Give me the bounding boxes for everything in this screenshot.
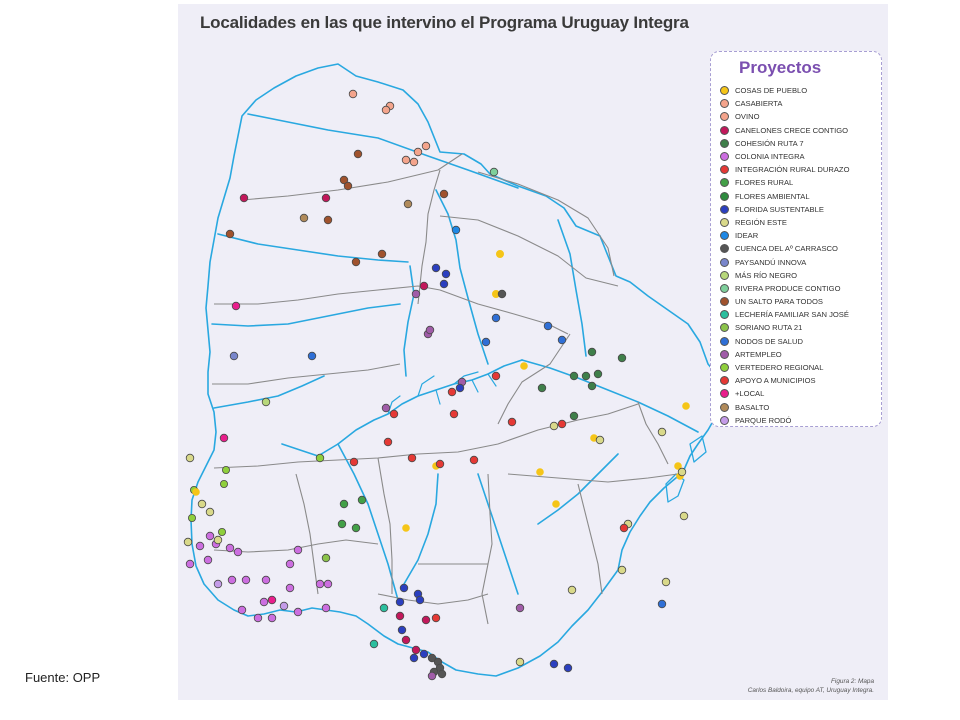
marker-casabierta <box>410 158 418 166</box>
marker-region-este <box>198 500 206 508</box>
legend-item <box>720 216 849 229</box>
marker-florida <box>410 654 418 662</box>
legend-item <box>720 97 849 110</box>
river-s3 <box>478 474 518 594</box>
legend-item <box>720 190 849 203</box>
marker-canelones <box>396 612 404 620</box>
marker-colonia <box>196 542 204 550</box>
marker-colonia <box>286 584 294 592</box>
marker-un-salto <box>226 230 234 238</box>
marker-mas-rio-negro <box>262 398 270 406</box>
marker-integracion <box>432 614 440 622</box>
marker-florida <box>416 596 424 604</box>
rio-negro-arms <box>388 372 496 414</box>
marker-region-este <box>678 468 686 476</box>
marker-colonia <box>228 576 236 584</box>
legend-item <box>720 335 849 348</box>
marker-integracion <box>508 418 516 426</box>
marker-nodos <box>544 322 552 330</box>
marker-cosas <box>496 250 503 257</box>
legend-item-label: COSAS DE PUEBLO <box>735 86 808 96</box>
legend-item <box>720 163 849 176</box>
marker-colonia <box>286 560 294 568</box>
marker-cohesion <box>570 412 578 420</box>
legend-item-label: ARTEMPLEO <box>735 349 782 359</box>
marker-region-este <box>206 508 214 516</box>
legend-color-dot <box>720 284 729 293</box>
marker-paysandu <box>230 352 238 360</box>
marker-colonia <box>268 614 276 622</box>
marker-plus-local <box>220 434 228 442</box>
river-e3 <box>538 454 618 524</box>
legend-color-dot <box>720 416 729 425</box>
marker-colonia <box>322 604 330 612</box>
legend-color-dot <box>720 126 729 135</box>
marker-florida <box>442 270 450 278</box>
legend-color-dot <box>720 165 729 174</box>
legend-item <box>720 308 849 321</box>
marker-un-salto <box>324 216 332 224</box>
marker-un-salto <box>378 250 386 258</box>
marker-parque-rodo <box>280 602 288 610</box>
lagoon-mirim <box>690 436 706 462</box>
legend-color-dot <box>720 192 729 201</box>
marker-region-este <box>214 536 222 544</box>
marker-artempleo <box>382 404 390 412</box>
project-markers <box>184 90 689 680</box>
marker-florida <box>420 650 428 658</box>
marker-artempleo <box>412 290 420 298</box>
marker-region-este <box>658 428 666 436</box>
legend-item-label: UN SALTO PARA TODOS <box>735 297 823 307</box>
marker-rivera <box>490 168 498 176</box>
marker-colonia <box>254 614 262 622</box>
map-title: Localidades en las que intervino el Programa Uruguay Integra <box>200 13 689 32</box>
marker-flores-rural <box>338 520 346 528</box>
legend-item-label: VERTEDERO REGIONAL <box>735 363 824 373</box>
legend-item <box>720 295 849 308</box>
marker-cosas <box>553 501 560 508</box>
legend-color-dot <box>720 350 729 359</box>
marker-basalto <box>404 200 412 208</box>
department-borders <box>212 154 678 624</box>
legend-item-label: INTEGRACIÓN RURAL DURAZO <box>735 165 850 175</box>
legend-item-label: REGIÓN ESTE <box>735 217 787 227</box>
marker-nodos <box>658 600 666 608</box>
marker-cohesion <box>538 384 546 392</box>
marker-florida <box>456 384 464 392</box>
marker-un-salto <box>344 182 352 190</box>
credit-line-figure: Figura 2: Mapa <box>831 678 874 685</box>
legend-item <box>720 84 849 97</box>
marker-integracion <box>390 410 398 418</box>
marker-soriano <box>322 554 330 562</box>
marker-artempleo <box>426 326 434 334</box>
credit-line-author: Carlos Baldoira, equipo AT, Uruguay Integra. <box>747 686 874 694</box>
marker-flores-rural <box>340 500 348 508</box>
legend-color-dot <box>720 389 729 398</box>
marker-integracion <box>408 454 416 462</box>
marker-nodos <box>492 314 500 322</box>
marker-cosas <box>683 403 690 410</box>
river-e2 <box>558 220 586 356</box>
legend-color-dot <box>720 152 729 161</box>
marker-canelones <box>322 194 330 202</box>
marker-un-salto <box>440 190 448 198</box>
legend-color-dot <box>720 297 729 306</box>
marker-cohesion <box>594 370 602 378</box>
marker-basalto <box>300 214 308 222</box>
marker-colonia <box>238 606 246 614</box>
legend-color-dot <box>720 403 729 412</box>
marker-cohesion <box>582 372 590 380</box>
map-credit <box>748 678 874 695</box>
marker-integracion <box>384 438 392 446</box>
marker-ovino <box>349 90 357 98</box>
legend-item <box>720 361 849 374</box>
legend-item <box>720 269 849 282</box>
marker-region-este <box>186 454 194 462</box>
marker-florida <box>432 264 440 272</box>
marker-colonia <box>324 580 332 588</box>
marker-lecheria <box>380 604 388 612</box>
legend-item-label: CASABIERTA <box>735 99 783 109</box>
legend-list <box>720 84 849 427</box>
legend-color-dot <box>720 310 729 319</box>
marker-cosas <box>537 469 544 476</box>
marker-cohesion <box>570 372 578 380</box>
legend-color-dot <box>720 244 729 253</box>
legend-item-label: PAYSANDÚ INNOVA <box>735 257 807 267</box>
legend-color-dot <box>720 139 729 148</box>
legend-color-dot <box>720 86 729 95</box>
legend-color-dot <box>720 323 729 332</box>
legend-item-label: PARQUE RODÓ <box>735 415 792 425</box>
marker-vertedero <box>218 528 225 535</box>
marker-colonia <box>294 608 302 616</box>
marker-integracion <box>350 458 358 466</box>
legend-item <box>720 229 849 242</box>
marker-cohesion <box>588 382 596 390</box>
marker-vertedero <box>188 514 195 521</box>
marker-idear <box>452 226 460 234</box>
river-w1 <box>212 304 400 326</box>
legend-item-label: FLORIDA SUSTENTABLE <box>735 204 824 214</box>
legend-item-label: LECHERÍA FAMILIAR SAN JOSÉ <box>735 310 849 320</box>
marker-nodos <box>558 336 566 344</box>
marker-plus-local <box>268 596 276 604</box>
marker-integracion <box>492 372 500 380</box>
marker-vertedero <box>220 480 227 487</box>
marker-apoyo <box>620 524 628 532</box>
legend-item <box>720 176 849 189</box>
marker-cohesion <box>588 348 596 356</box>
legend-color-dot <box>720 337 729 346</box>
legend-item-label: CANELONES CRECE CONTIGO <box>735 125 849 135</box>
legend-item-label: APOYO A MUNICIPIOS <box>735 376 816 386</box>
river-c1 <box>404 266 414 376</box>
marker-nodos <box>308 352 316 360</box>
marker-cosas <box>521 363 528 370</box>
legend-item <box>720 255 849 268</box>
marker-flores-rural <box>358 496 366 504</box>
marker-florida <box>396 598 404 606</box>
marker-un-salto <box>352 258 360 266</box>
legend-color-dot <box>720 363 729 372</box>
marker-plus-local <box>232 302 240 310</box>
legend-item-label: +LOCAL <box>735 389 765 399</box>
legend-color-dot <box>720 205 729 214</box>
river-s1 <box>338 444 398 600</box>
marker-florida <box>550 660 558 668</box>
marker-canelones <box>420 282 428 290</box>
river-e1 <box>522 360 698 432</box>
marker-nodos <box>482 338 490 346</box>
marker-region-este <box>680 512 688 520</box>
legend-item <box>720 203 849 216</box>
marker-region-este <box>568 586 576 594</box>
legend-item-label: RIVERA PRODUCE CONTIGO <box>735 283 841 293</box>
legend <box>710 51 882 427</box>
marker-cosas <box>403 525 410 532</box>
legend-item-label: SORIANO RUTA 21 <box>735 323 803 333</box>
marker-lecheria <box>370 640 378 648</box>
marker-parque-rodo <box>214 580 222 588</box>
legend-item <box>720 150 849 163</box>
legend-color-dot <box>720 231 729 240</box>
marker-canelones <box>422 616 430 624</box>
legend-item-label: MÁS RÍO NEGRO <box>735 270 798 280</box>
marker-integracion <box>558 420 566 428</box>
legend-color-dot <box>720 218 729 227</box>
marker-region-este <box>516 658 524 666</box>
marker-region-este <box>550 422 558 430</box>
marker-colonia <box>260 598 268 606</box>
marker-vertedero <box>222 466 229 473</box>
legend-item <box>720 414 849 427</box>
legend-item-label: CUENCA DEL Aº CARRASCO <box>735 244 838 254</box>
legend-item <box>720 282 849 295</box>
marker-colonia <box>316 580 324 588</box>
legend-item <box>720 348 849 361</box>
legend-item <box>720 110 849 123</box>
marker-florida <box>398 626 406 634</box>
legend-item <box>720 321 849 334</box>
marker-region-este <box>618 566 626 574</box>
marker-casabierta <box>382 106 390 114</box>
source-note: Fuente: OPP <box>25 670 101 685</box>
legend-item <box>720 401 849 414</box>
marker-cuenca <box>498 290 506 298</box>
legend-item-label: IDEAR <box>735 231 759 241</box>
marker-un-salto <box>354 150 362 158</box>
marker-colonia <box>186 560 194 568</box>
legend-item-label: FLORES RURAL <box>735 178 794 188</box>
legend-item-label: OVINO <box>735 112 760 122</box>
marker-cohesion <box>618 354 626 362</box>
marker-colonia <box>262 576 270 584</box>
legend-color-dot <box>720 112 729 121</box>
legend-color-dot <box>720 178 729 187</box>
marker-region-este <box>662 578 670 586</box>
legend-color-dot <box>720 376 729 385</box>
legend-color-dot <box>720 258 729 267</box>
legend-item <box>720 387 849 400</box>
marker-colonia <box>234 548 242 556</box>
legend-item <box>720 242 849 255</box>
legend-item <box>720 124 849 137</box>
marker-artempleo <box>516 604 524 612</box>
legend-color-dot <box>720 271 729 280</box>
marker-integracion <box>436 460 444 468</box>
marker-casabierta <box>414 148 422 156</box>
legend-item-label: COHESIÓN RUTA 7 <box>735 138 804 148</box>
legend-item <box>720 374 849 387</box>
map-panel <box>178 4 888 700</box>
marker-casabierta <box>422 142 430 150</box>
marker-cuenca <box>438 670 446 678</box>
marker-region-este <box>184 538 192 546</box>
marker-cosas <box>193 489 200 496</box>
marker-colonia <box>204 556 212 564</box>
legend-item-label: NODOS DE SALUD <box>735 336 803 346</box>
legend-item-label: FLORES AMBIENTAL <box>735 191 810 201</box>
legend-color-dot <box>720 99 729 108</box>
legend-item-label: COLONIA INTEGRA <box>735 152 805 162</box>
legend-item <box>720 137 849 150</box>
marker-canelones <box>412 646 420 654</box>
legend-title: Proyectos <box>739 58 822 77</box>
legend-item-label: BASALTO <box>735 402 770 412</box>
marker-canelones <box>402 636 410 644</box>
marker-artempleo <box>428 672 436 680</box>
marker-canelones <box>240 194 248 202</box>
marker-florida <box>440 280 448 288</box>
marker-casabierta <box>402 156 410 164</box>
marker-integracion <box>450 410 458 418</box>
marker-integracion <box>470 456 478 464</box>
marker-region-este <box>596 436 604 444</box>
marker-vertedero <box>316 454 324 462</box>
marker-florida <box>400 584 408 592</box>
river-n1 <box>248 114 518 188</box>
marker-colonia <box>206 532 214 540</box>
marker-colonia <box>226 544 234 552</box>
river-n2 <box>218 234 408 262</box>
rio-negro <box>282 360 522 456</box>
marker-florida <box>564 664 572 672</box>
marker-flores-rural <box>352 524 360 532</box>
marker-colonia <box>242 576 250 584</box>
marker-colonia <box>294 546 302 554</box>
marker-integracion <box>448 388 456 396</box>
